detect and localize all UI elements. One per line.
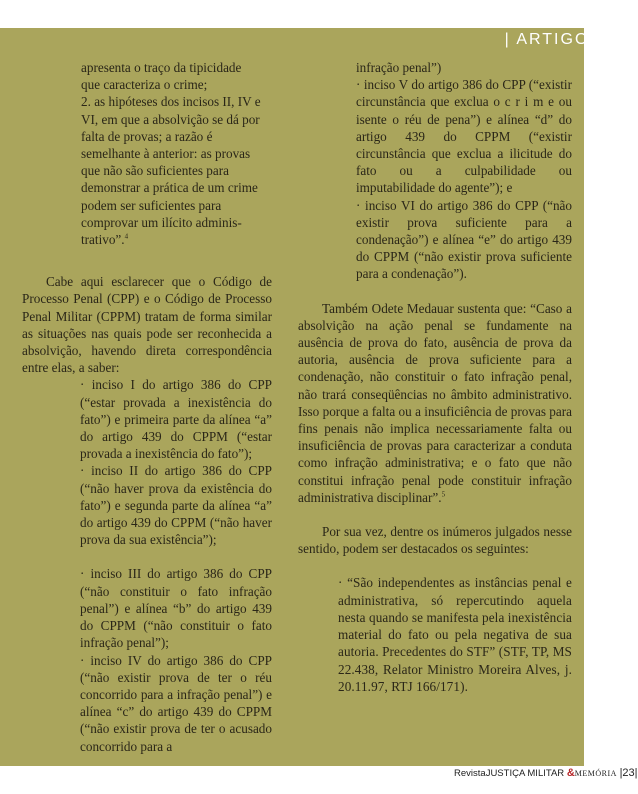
body-paragraph-text: Também Odete Medauar sustenta que: “Caso a absolvição na ação penal se fundamente na ausência de prova do fato, ausência de prova da autoria, ausência de prova suficiente para a condenação, não constituir o fato infração penal, não trará conseqüências no âmbito administrativo. Isso porque a falta ou a insuficiência de provas para fins penais não implica necessariamente falta ou insuficiência de provas para caracterizar a conduta como infração administrativa; e o fato que não constitui infração penal pode constituir infração administrativa disciplinar”. [298, 300, 572, 505]
list-item: · inciso III do artigo 386 do CPP (“não constituir o fato infração penal”) e alínea “b” do artigo 439 do CPPM (“não constituir o fato infração penal”); [80, 566, 272, 651]
brand-name: MEMÓRIA [574, 769, 617, 778]
quote-line: comprovar um ilícito adminis- [81, 214, 242, 230]
list-item: · inciso IV do artigo 386 do CPP (“não existir prova de ter o réu concorrido para a infração penal”) e alínea “c” do artigo 439 do CPPM (“não existir prova de ter o acusado concorrido para a [80, 652, 272, 754]
quote-line: que não são suficientes para [81, 163, 229, 179]
list-item: · inciso I do artigo 386 do CPP (“estar provada a inexistência do fato”) e primeira parte da alínea “a” do artigo 439 do CPPM (“estar provada a inexistência do fato”); [80, 377, 272, 462]
brand-ampersand: & [566, 767, 575, 779]
case-law-quote: · “São independentes as instâncias penal e administrativa, só repercutindo aquela nesta quando se manifesta pela inexistência material do fato ou pela negativa de sua autoria. Precedentes do STF” (STF, TP, MS 22.438, Relator Ministro Moreira Alves, j. 20.11.97, RTJ 166/171). [338, 575, 572, 694]
right-column [298, 59, 572, 695]
quote-line: apresenta o traço da tipicidade [81, 60, 242, 75]
footnote-marker: 5 [441, 490, 446, 499]
list-item: infração penal”) [356, 60, 442, 75]
page-footer [454, 767, 638, 779]
quote-line: podem ser suficientes para [81, 197, 222, 213]
footnote-marker: 4 [124, 232, 129, 241]
opening-quote [81, 59, 272, 248]
quote-line: semelhante à anterior: as provas [81, 146, 251, 162]
quote-line: que caracteriza o crime; [81, 77, 208, 93]
magazine-name: JUSTIÇA MILITAR [485, 768, 565, 779]
body-paragraph [298, 300, 572, 506]
section-tag: | ARTIGO | [504, 31, 602, 48]
body-paragraph: Por sua vez, dentre os inúmeros julgados nesse sentido, podem ser destacados os seguintes: [298, 524, 572, 557]
quote-line: VI, em que a absolvição se dá por [81, 111, 260, 127]
quote-line [81, 231, 272, 248]
magazine-prefix: Revista [454, 768, 486, 779]
list-item: · inciso V do artigo 386 do CPP (“existir circunstância que exclua o c r i m e ou isente o réu de pena”) e alínea “d” do artigo 439 do CPPM (“existir circunstância que exclua a ilicitude do fato ou a culpabilidade ou imputabilidade do agente”); e [356, 77, 572, 196]
list-item: · inciso VI do artigo 386 do CPP (“não existir prova suficiente para a condenação”) e alínea “e” do artigo 439 do CPPM (“não existir prova suficiente para a condenação”). [356, 197, 572, 282]
quote-line: demonstrar a prática de um crime [81, 180, 258, 196]
left-column [22, 59, 272, 755]
quote-line: 2. as hipóteses dos incisos II, IV e [81, 94, 261, 110]
page-number: |23| [619, 767, 638, 779]
body-paragraph: Cabe aqui esclarecer que o Código de Processo Penal (CPP) e o Código de Processo Penal Militar (CPPM) tratam de forma similar as situações nas quais pode ser reconhecida a absolvição, havendo direta correspondência entre elas, a saber: [22, 274, 272, 376]
quote-line-text: trativo”. [81, 232, 125, 248]
quote-line: falta de provas; a razão é [81, 128, 213, 144]
list-item: · inciso II do artigo 386 do CPP (“não haver prova da existência do fato”) e segunda parte da alínea “a” do artigo 439 do CPPM (“não haver prova da sua existência”); [80, 463, 272, 548]
